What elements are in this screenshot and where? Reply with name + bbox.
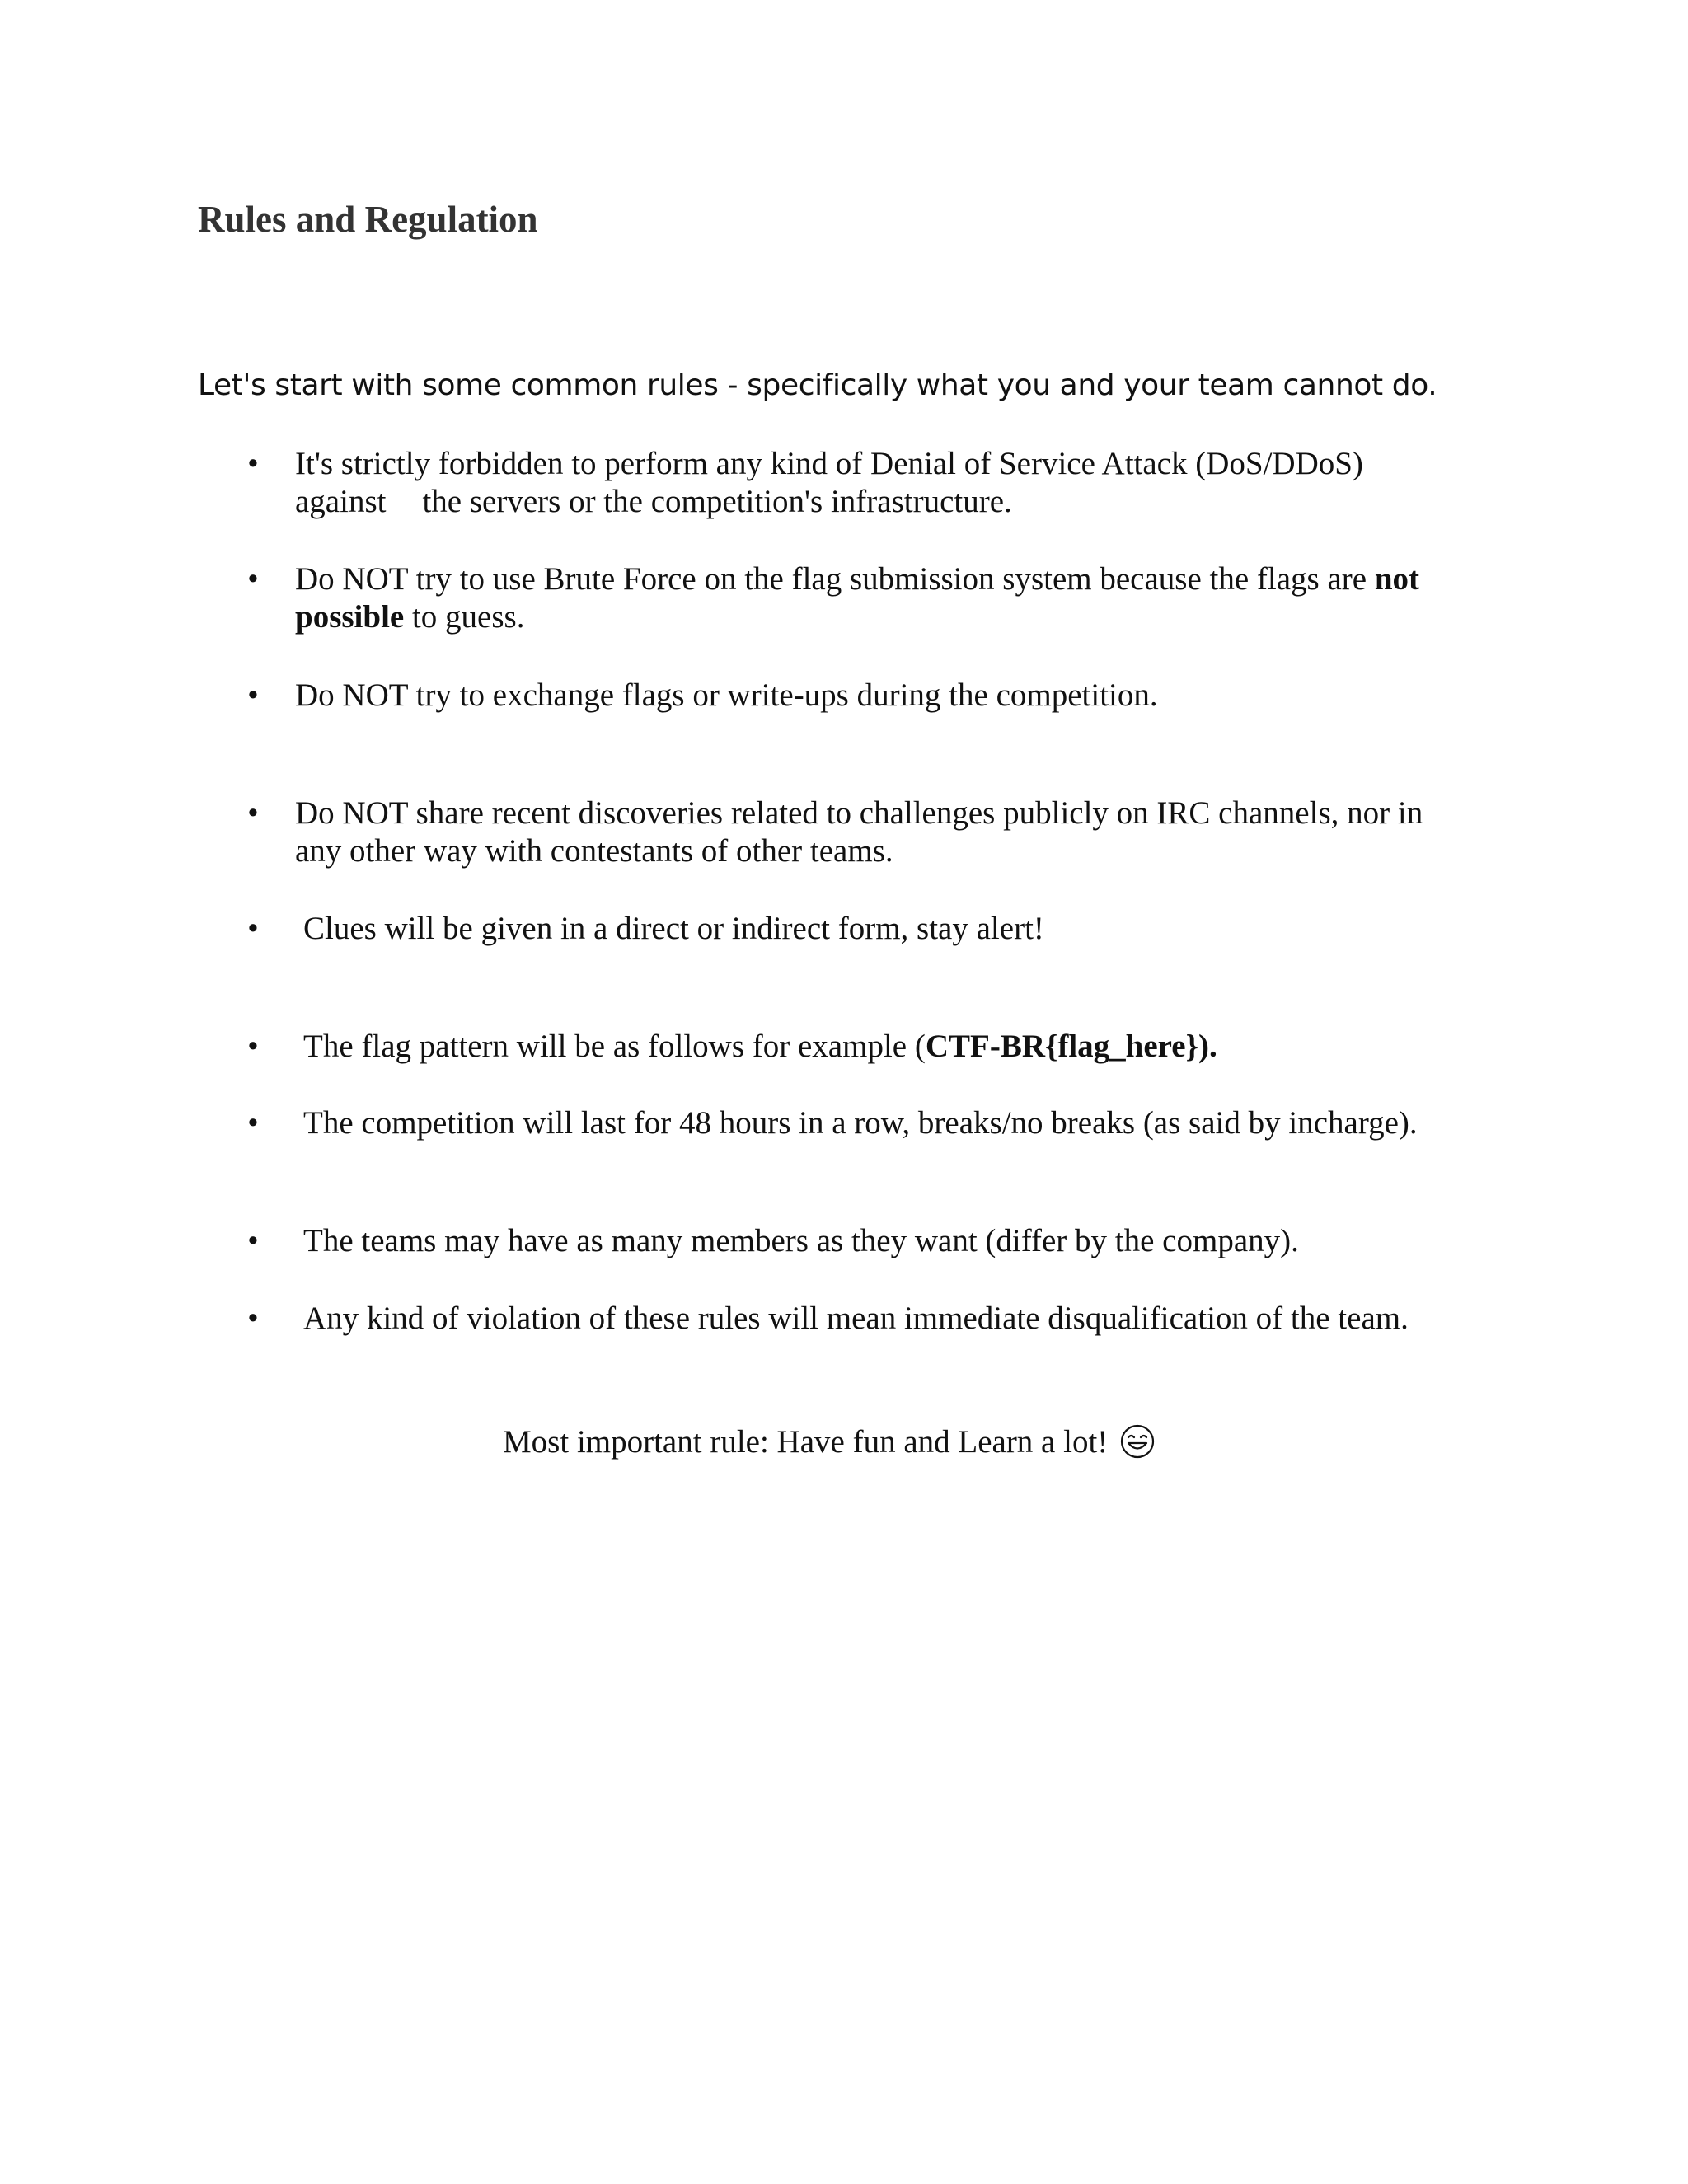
- bullet: •: [247, 677, 259, 713]
- rule-text: It's strictly forbidden to perform any kind of Denial of Service Attack (DoS/DDoS) against the servers or the competition's infrastructure.: [295, 446, 1363, 519]
- rule-text: Do NOT try to exchange flags or write-ups during the competition.: [295, 677, 1158, 713]
- rule-text: Do NOT share recent discoveries related to challenges publicly on IRC channels, nor in any other way with contestants of other teams.: [295, 795, 1423, 869]
- intro-text: Let's start with some common rules - specifically what you and your team cannot do.: [198, 368, 1437, 402]
- closing-text: Most important rule: Have fun and Learn a lot!: [503, 1419, 1156, 1465]
- rule-text: Any kind of violation of these rules will mean immediate disqualification of the team.: [303, 1301, 1409, 1336]
- bullet: •: [247, 1029, 259, 1064]
- rule-text: The teams may have as many members as they want (differ by the company).: [303, 1223, 1299, 1258]
- bullet: •: [247, 1223, 259, 1258]
- bullet: •: [247, 795, 259, 831]
- bullet: •: [247, 446, 259, 481]
- rule-text: Do NOT try to use Brute Force on the flag submission system because the flags are not possible to guess.: [295, 561, 1420, 635]
- page-title: Rules and Regulation: [198, 199, 538, 240]
- rule-text: The competition will last for 48 hours in a row, breaks/no breaks (as said by incharge).: [303, 1105, 1418, 1141]
- bullet: •: [247, 1301, 259, 1336]
- bullet: •: [247, 911, 259, 946]
- smiley-face-icon: [1119, 1423, 1156, 1460]
- rule-text: The flag pattern will be as follows for example (CTF-BR{flag_here}).: [303, 1029, 1217, 1064]
- bullet: •: [247, 1105, 259, 1141]
- rule-text: Clues will be given in a direct or indirect form, stay alert!: [303, 911, 1044, 946]
- bullet: •: [247, 561, 259, 597]
